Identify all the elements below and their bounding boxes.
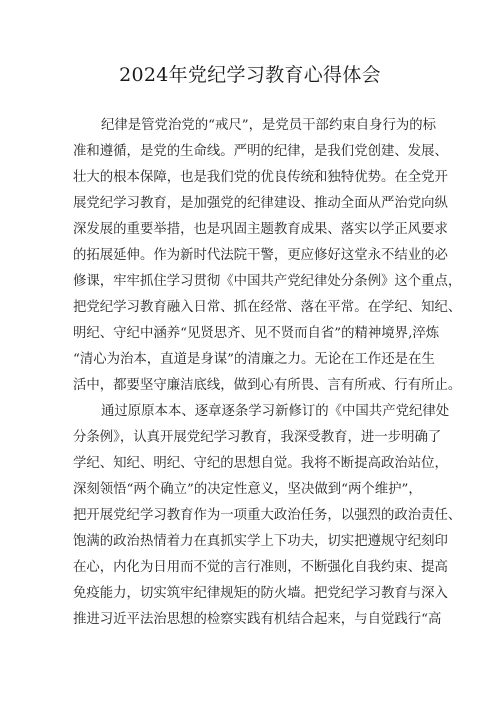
paragraph-2-line-2: 分条例》，认真开展党纪学习教育，我深受教育，进一步明确了 [73,430,442,445]
paragraph-2-line-3: 学纪、知纪、明纪、守纪的思想自觉。我将不断提高政治站位， [73,456,448,471]
paragraph-2-line-4: 深刻领悟“两个确立”的决定性意义，坚决做到“两个维护”， [73,482,422,497]
document-title: 2024年党纪学习教育心得体会 [119,64,381,86]
paragraph-2-line-1: 通过原原本本、逐章逐条学习新修订的《中国共产党纪律处 [101,404,450,419]
paragraph-1-line-9: 明纪、守纪中涵养“见贤思齐、见不贤而自省”的精神境界,淬炼 [73,326,440,341]
paragraph-2-line-5: 把开展党纪学习教育作为一项重大政治任务，以强烈的政治责任、 [73,508,462,523]
paragraph-1-line-3: 壮大的根本保障，也是我们党的优良传统和独特优势。在全党开 [73,170,448,185]
paragraph-1-line-5: 深发展的重要举措，也是巩固主题教育成果、落实以学正风要求 [73,222,448,237]
paragraph-2-line-9: 推进习近平法治思想的检察实践有机结合起来，与自觉践行“高 [73,612,442,627]
paragraph-1-line-6: 的拓展延伸。作为新时代法院干警，更应修好这堂永不结业的必 [73,248,448,263]
paragraph-1-line-8: 把党纪学习教育融入日常、抓在经常、落在平常。在学纪、知纪、 [73,300,462,315]
paragraph-1-line-2: 准和遵循，是党的生命线。严明的纪律，是我们党创建、发展、 [73,144,448,159]
paragraph-1-line-11: 活中，都要坚守廉洁底线，做到心有所畏、言有所戒、行有所止。 [73,378,462,393]
paragraph-2-line-7: 在心，内化为日用而不觉的言行准则，不断强化自我约束、提高 [73,560,448,575]
paragraph-2-line-6: 饱满的政治热情着力在真抓实学上下功夫，切实把遵规守纪刻印 [73,534,448,549]
paragraph-1-line-4: 展党纪学习教育，是加强党的纪律建设、推动全面从严治党向纵 [73,196,448,211]
paragraph-2-line-8: 免疫能力，切实筑牢纪律规矩的防火墙。把党纪学习教育与深入 [73,586,448,601]
paragraph-1-line-10: “清心为治本，直道是身谋”的清廉之力。无论在工作还是在生 [73,352,435,367]
paragraph-1-line-7: 修课，牢牢抓住学习贯彻《中国共产党纪律处分条例》这个重点， [73,274,462,289]
paragraph-1-line-1: 纪律是管党治党的“戒尺”，是党员干部约束自身行为的标 [101,118,437,133]
